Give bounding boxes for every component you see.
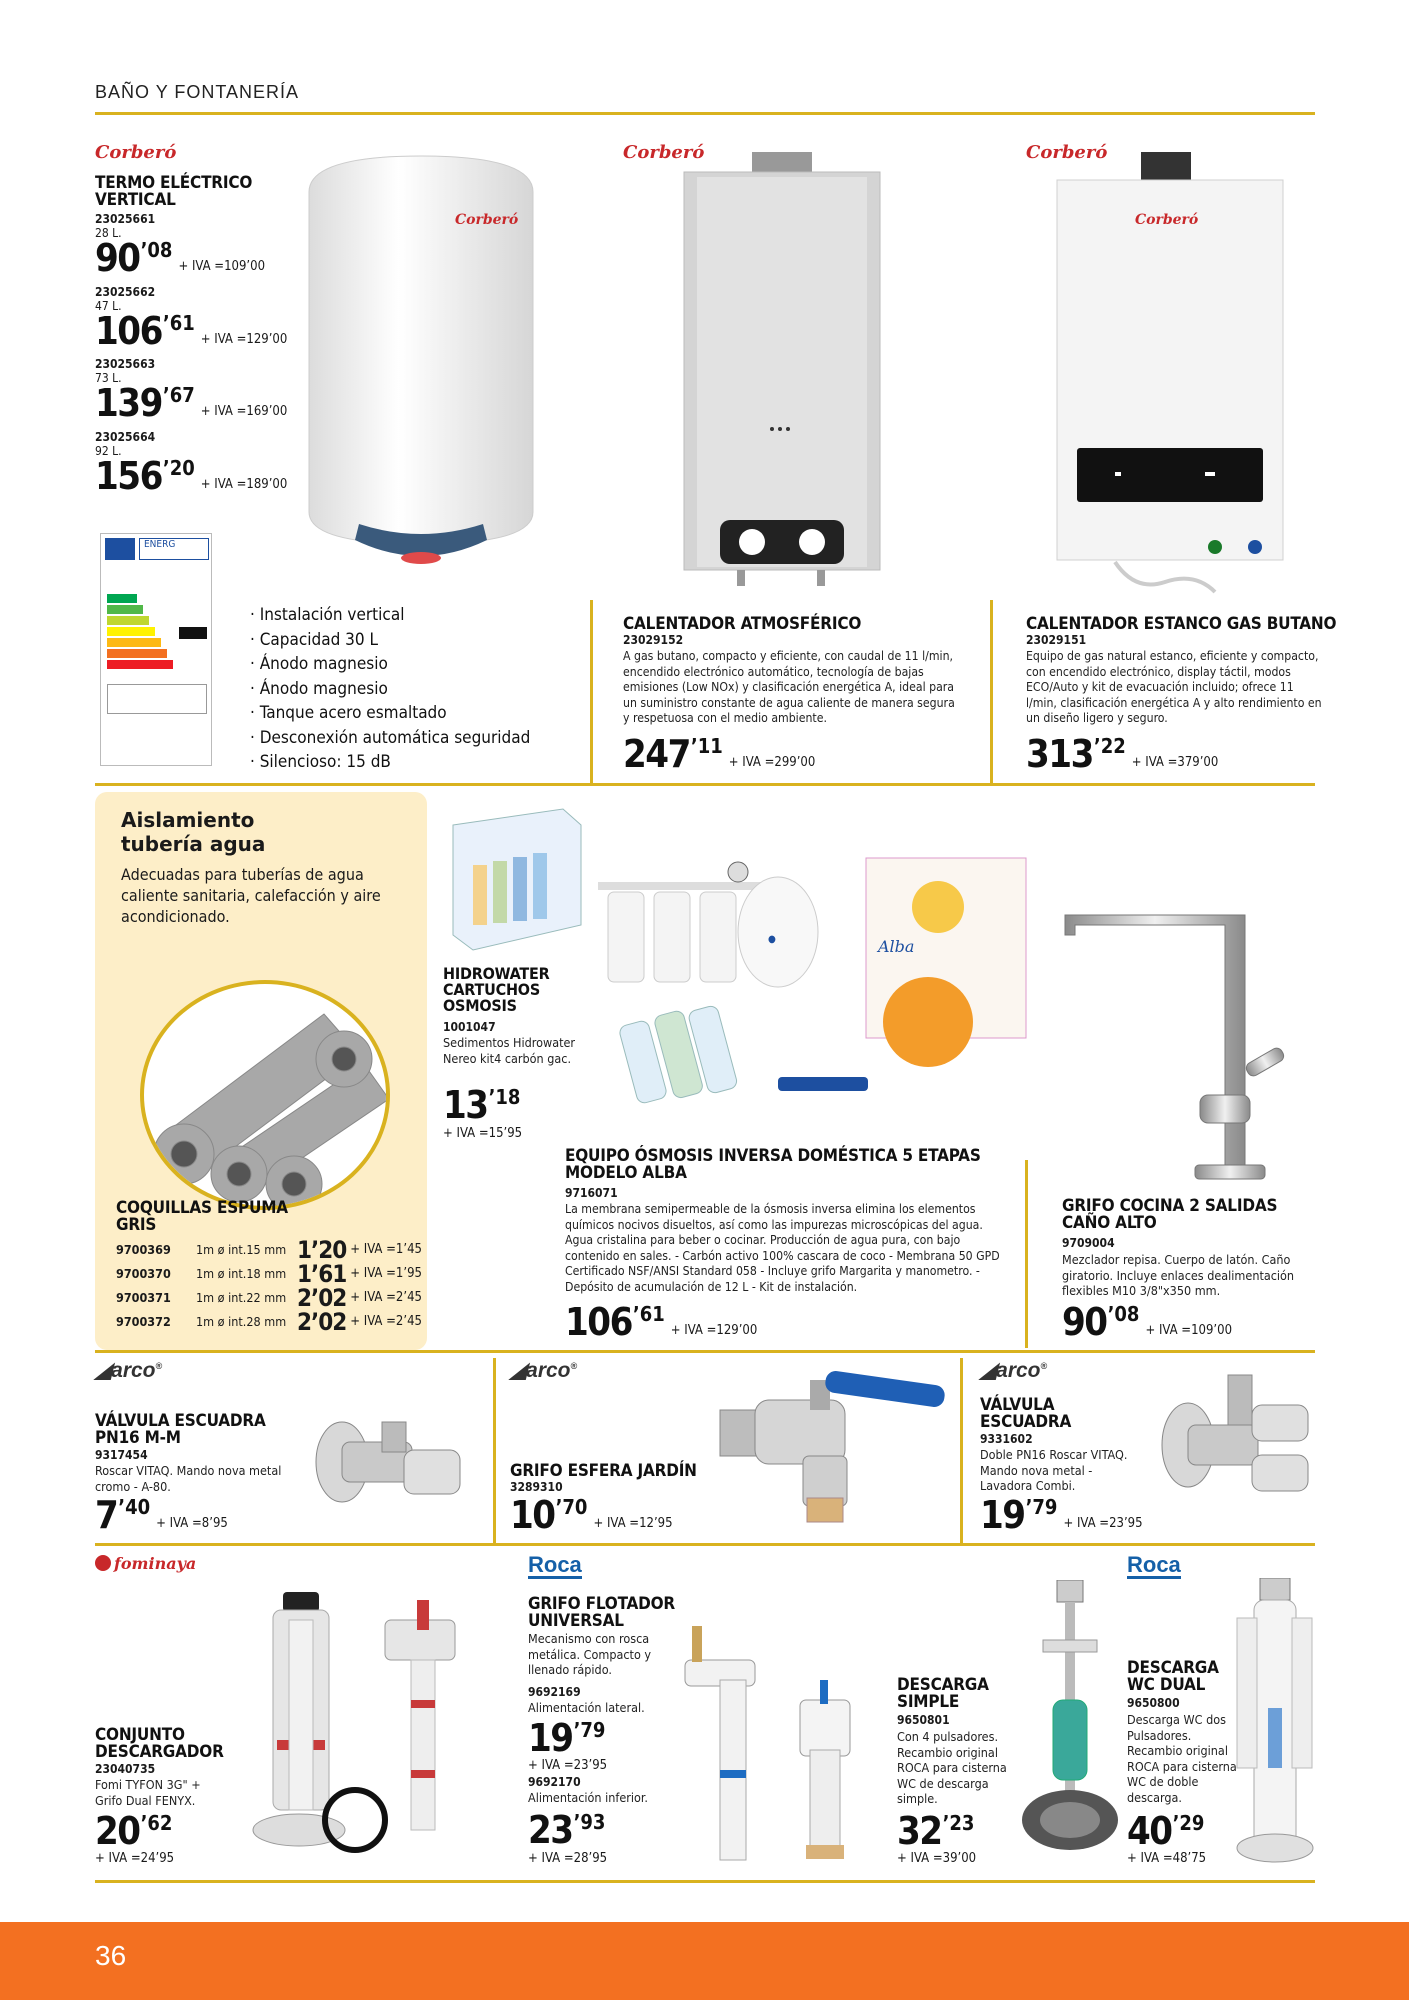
descarga-simple-image [1015, 1580, 1125, 1865]
calentador-estanco-image [1055, 152, 1285, 594]
flotador-sub-2: Alimentación inferior. [528, 1790, 648, 1805]
conjunto-ref: 23040735 [95, 1762, 156, 1776]
coquillas-table [116, 1238, 422, 1334]
svg-text:Corberó: Corberó [455, 212, 519, 228]
divider [960, 1358, 963, 1546]
row-rule [95, 1350, 1315, 1353]
flotador-sub-1: Alimentación lateral. [528, 1700, 645, 1715]
conjunto-desc: Fomi TYFON 3G" + Grifo Dual FENYX. [95, 1777, 201, 1808]
grifo-esfera-ref: 3289310 [510, 1480, 563, 1494]
arco-logo: ◢arco® [510, 1359, 578, 1382]
descarga-dual-ref: 9650800 [1127, 1696, 1180, 1710]
termo-image [305, 152, 537, 572]
conjunto-image [225, 1590, 500, 1865]
valvula2-price: 19 ’79 + IVA =23’95 [980, 1493, 1143, 1537]
svg-text:●: ● [768, 934, 776, 945]
row-rule [95, 1880, 1315, 1883]
osmosis-desc: La membrana semipermeable de la ósmosis inversa elimina los elementos químicos nocivos disueltos, así como las impurezas microscópicas del agua. Agua cristalina para beber o cocinar. Producción de agua pura, con bajo contenido en sales. - Carbón activo 100% cascara de coco - Membrana 50 GPD Certificado NSF/ANSI Standard 058 - Incluye grifo Margarita y manometro. - Depósito de acumulación de 12 L - Kit de instalación. [565, 1202, 1000, 1294]
flotador-price-1: 19 ’79 [528, 1716, 606, 1760]
hidrowater-image [443, 805, 583, 955]
grifo-esfera-image [715, 1370, 950, 1525]
hidrowater-title: HIDROWATER CARTUCHOS OSMOSIS [443, 964, 550, 1015]
valvula2-ref: 9331602 [980, 1432, 1033, 1446]
table-row: 9700371 1m ø int.22 mm 2’02 + IVA =2’45 [116, 1284, 422, 1312]
grifo-cocina-image [1055, 885, 1315, 1185]
divider [493, 1358, 496, 1546]
descarga-dual-desc: Descarga WC dos Pulsadores. Recambio original ROCA para cisterna WC de doble descarga. [1127, 1712, 1237, 1805]
valvula2-image [1158, 1365, 1313, 1510]
grifo-cocina-title: GRIFO COCINA 2 SALIDAS CAÑO ALTO [1062, 1196, 1278, 1233]
valvula2-desc: Doble PN16 Roscar VITAQ. Mando nova metal - Lavadora Combi. [980, 1447, 1128, 1493]
osmosis-ref: 9716071 [565, 1186, 618, 1200]
osmosis-image [598, 852, 1028, 1132]
descarga-dual-iva: + IVA =48’75 [1127, 1851, 1207, 1866]
flotador-price-2: 23 ’93 [528, 1808, 606, 1852]
conjunto-title: CONJUNTO DESCARGADOR [95, 1725, 224, 1762]
grifo-cocina-ref: 9709004 [1062, 1236, 1115, 1250]
atmos-desc: A gas butano, compacto y eficiente, con caudal de 11 l/min, encendido electrónico automático, tecnología de bajas emisiones (Low NOx) y clasificación energética A, ideal para un suministro constante de agua caliente de manera segura y respetuosa con el medio ambiente. [623, 649, 955, 725]
flotador-title: GRIFO FLOTADOR UNIVERSAL [528, 1594, 676, 1631]
valvula1-price: 7 ’40 + IVA =8’95 [95, 1493, 228, 1537]
arco-logo: ◢arco® [95, 1359, 163, 1382]
valvula1-image [312, 1412, 472, 1530]
footer-bar [0, 1922, 1409, 2000]
arco-logo: ◢arco® [980, 1359, 1048, 1382]
coquillas-image [140, 980, 390, 1210]
svg-text:Alba: Alba [878, 937, 915, 956]
descarga-simple-ref: 9650801 [897, 1713, 950, 1727]
atmos-title: CALENTADOR ATMOSFÉRICO [623, 614, 862, 634]
termo-features: · Instalación vertical · Capacidad 30 L · Ánodo magnesio · Ánodo magnesio · Tanque acero esmaltado · Desconexión automática seguridad · Silencioso: 15 dB [250, 605, 531, 772]
page-number: 36 [95, 1940, 127, 1971]
fominaya-logo: fominaya [95, 1554, 196, 1573]
descarga-simple-desc: Con 4 pulsadores. Recambio original ROCA para cisterna WC de descarga simple. [897, 1729, 1007, 1806]
fominaya-logo-icon [95, 1555, 111, 1571]
estanco-desc: Equipo de gas natural estanco, eficiente y compacto, con encendido electrónico, display táctil, modos ECO/Auto y kit de evacuación incluido; ofrece 11 l/min, clasificación energética A y alto rendimiento en un diseño ligero y seguro. [1026, 649, 1322, 725]
termo-variant: 23025663 73 L. 139 ’67 + IVA =169’00 [95, 357, 288, 425]
corbero-logo: Corberó [623, 142, 705, 163]
estanco-title: CALENTADOR ESTANCO GAS BUTANO [1026, 614, 1337, 634]
calentador-atmosferico-image [682, 152, 882, 587]
grifo-cocina-desc: Mezclador repisa. Cuerpo de latón. Caño giratorio. Incluye enlaces dealimentación flexibles M10 3/8"x350 mm. [1062, 1252, 1295, 1298]
energy-label: ENERG [100, 533, 212, 766]
divider [1025, 1160, 1028, 1348]
grifo-esfera-price: 10 ’70 + IVA =12’95 [510, 1493, 673, 1537]
atmos-ref: 23029152 [623, 633, 684, 647]
hidrowater-ref: 1001047 [443, 1020, 496, 1034]
descarga-dual-image [1232, 1578, 1317, 1868]
coquillas-title: COQUILLAS ESPUMA GRIS [116, 1198, 288, 1235]
flotador-ref-1: 9692169 [528, 1685, 581, 1699]
estanco-ref: 23029151 [1026, 633, 1087, 647]
termo-variant: 23025664 92 L. 156 ’20 + IVA =189’00 [95, 430, 288, 498]
table-row: 9700370 1m ø int.18 mm 1’61 + IVA =1’95 [116, 1260, 422, 1288]
roca-logo: Roca [1127, 1552, 1181, 1577]
valvula1-ref: 9317454 [95, 1448, 148, 1462]
flotador-iva-2: + IVA =28’95 [528, 1851, 608, 1866]
section-title: BAÑO Y FONTANERÍA [95, 82, 300, 102]
descarga-dual-title: DESCARGA WC DUAL [1127, 1658, 1219, 1695]
aislamiento-text: Adecuadas para tuberías de agua caliente sanitaria, calefacción y aire acondicionado. [121, 865, 381, 926]
atmos-price: 247 ’11 + IVA =299’00 [623, 732, 816, 776]
divider [590, 600, 593, 783]
termo-variant: 23025662 47 L. 106 ’61 + IVA =129’00 [95, 285, 288, 353]
descarga-dual-price: 40 ’29 [1127, 1809, 1205, 1853]
osmosis-title: EQUIPO ÓSMOSIS INVERSA DOMÉSTICA 5 ETAPAS MODELO ALBA [565, 1146, 981, 1183]
row-rule [95, 783, 1315, 786]
table-row: 9700372 1m ø int.28 mm 2’02 + IVA =2’45 [116, 1308, 422, 1336]
descarga-simple-title: DESCARGA SIMPLE [897, 1675, 989, 1712]
aislamiento-heading: Aislamiento tubería agua [121, 808, 266, 856]
eu-flag-icon [105, 538, 135, 560]
grifo-cocina-price: 90 ’08 + IVA =109’00 [1062, 1300, 1233, 1344]
flotador-iva-1: + IVA =23’95 [528, 1758, 608, 1773]
table-row: 9700369 1m ø int.15 mm 1’20 + IVA =1’45 [116, 1236, 422, 1264]
flotador-image [670, 1620, 885, 1870]
hidrowater-price: 13 ’18 [443, 1083, 521, 1127]
valvula2-title: VÁLVULA ESCUADRA [980, 1395, 1072, 1432]
svg-text:Corberó: Corberó [1135, 212, 1199, 228]
termo-title: TERMO ELÉCTRICO VERTICAL [95, 173, 253, 210]
valvula1-desc: Roscar VITAQ. Mando nova metal cromo - A-80. [95, 1463, 282, 1494]
conjunto-price: 20 ’62 [95, 1809, 173, 1853]
descarga-simple-price: 32 ’23 [897, 1809, 975, 1853]
roca-logo: Roca [528, 1552, 582, 1577]
termo-variant: 23025661 28 L. 90 ’08 + IVA =109’00 [95, 212, 266, 280]
corbero-logo: Corberó [95, 142, 177, 163]
osmosis-price: 106 ’61 + IVA =129’00 [565, 1300, 758, 1344]
valvula1-title: VÁLVULA ESCUADRA PN16 M-M [95, 1411, 266, 1448]
flotador-ref-2: 9692170 [528, 1775, 581, 1789]
grifo-esfera-title: GRIFO ESFERA JARDÍN [510, 1461, 697, 1481]
hidrowater-desc: Sedimentos Hidrowater Nereo kit4 carbón gac. [443, 1035, 576, 1066]
row-rule [95, 1543, 1315, 1546]
header-rule [95, 112, 1315, 115]
descarga-simple-iva: + IVA =39’00 [897, 1851, 977, 1866]
hidrowater-iva: + IVA =15’95 [443, 1126, 523, 1141]
divider [990, 600, 993, 783]
conjunto-iva: + IVA =24’95 [95, 1851, 175, 1866]
corbero-logo: Corberó [1026, 142, 1108, 163]
estanco-price: 313 ’22 + IVA =379’00 [1026, 732, 1219, 776]
flotador-desc: Mecanismo con rosca metálica. Compacto y llenado rápido. [528, 1631, 652, 1677]
